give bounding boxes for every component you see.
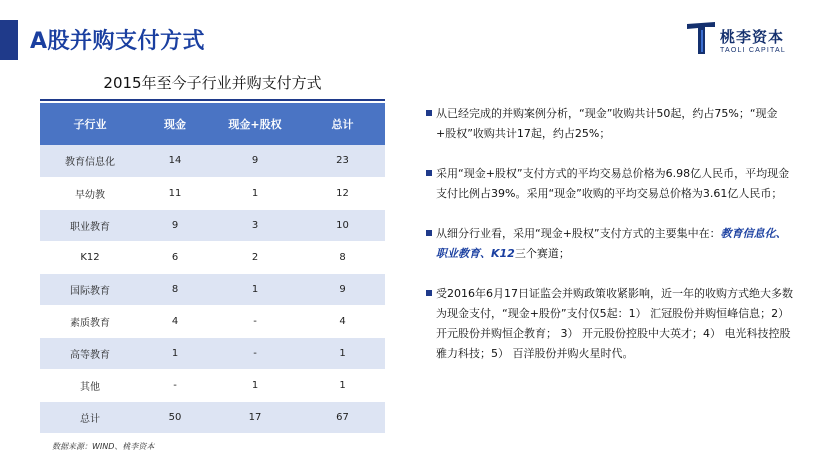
bullet-square-icon (426, 290, 432, 296)
column-header-cash-equity: 现金+股权 (210, 103, 300, 145)
table-cell: 1 (210, 177, 300, 209)
payment-method-table (40, 103, 385, 434)
column-header-cash: 现金 (140, 103, 210, 145)
column-header-total: 总计 (300, 103, 385, 145)
slide-title: A股并购支付方式 (30, 29, 206, 54)
table-cell: - (210, 337, 300, 369)
table-cell: 早幼教 (40, 177, 140, 209)
table-cell: 8 (140, 273, 210, 305)
table-cell: 1 (300, 369, 385, 401)
table-cell: 1 (210, 369, 300, 401)
table-cell: 11 (140, 177, 210, 209)
table-cell: 50 (140, 401, 210, 433)
table-cell: 2 (210, 241, 300, 273)
table-row (40, 337, 385, 369)
bullet-text: 受2016年6月17日证监会并购政策收紧影响，近一年的收购方式绝大多数为现金支付，“现金+股份”支付仅5起：1） 汇冠股份并购恒峰信息；2） 开元股份并购恒企教育； 3） 开元股份控股中大英才；4） 电光科技控股雅力科技；5） 百洋股份并购火星时代。 (436, 287, 793, 360)
bullet-square-icon (426, 230, 432, 236)
bullet-item (426, 284, 796, 364)
bullet-item (426, 224, 796, 264)
table-cell: 4 (140, 305, 210, 337)
company-logo (686, 16, 806, 64)
bullet-item (426, 164, 796, 204)
table-cell: 23 (300, 145, 385, 177)
data-source-note: 数据来源：WIND、桃李资本 (52, 442, 155, 451)
table-cell: 国际教育 (40, 273, 140, 305)
table-cell: 1 (210, 273, 300, 305)
table-cell: - (210, 305, 300, 337)
table-row (40, 305, 385, 337)
table-cell: 总计 (40, 401, 140, 433)
table-row (40, 177, 385, 209)
table-cell: - (140, 369, 210, 401)
table-cell: 17 (210, 401, 300, 433)
bullet-square-icon (426, 170, 432, 176)
logo-name-en: TAOLI CAPITAL (720, 47, 786, 54)
analysis-bullets (426, 104, 796, 384)
table-cell: 12 (300, 177, 385, 209)
table-cell: 素质教育 (40, 305, 140, 337)
table-header-row (40, 103, 385, 145)
table-cell: 职业教育 (40, 209, 140, 241)
table-row (40, 241, 385, 273)
title-accent-bar (0, 20, 18, 60)
logo-name-cn: 桃李资本 (720, 28, 785, 46)
taoli-t-logo-icon (686, 20, 716, 56)
table-row (40, 273, 385, 305)
table-row (40, 145, 385, 177)
table-cell: 其他 (40, 369, 140, 401)
table-title-rule (40, 99, 385, 101)
bullet-text: 从细分行业看，采用“现金+股权”支付方式的主要集中在： (436, 227, 721, 240)
bullet-square-icon (426, 110, 432, 116)
table-cell: 4 (300, 305, 385, 337)
table-cell: 教育信息化 (40, 145, 140, 177)
table-cell: 9 (140, 209, 210, 241)
table-row (40, 209, 385, 241)
table-cell: 10 (300, 209, 385, 241)
highlighted-sectors: 教育信息化、职业教育、K12 (436, 227, 787, 260)
table-cell: 9 (210, 145, 300, 177)
table-title: 2015年至今子行业并购支付方式 (103, 74, 322, 92)
table-cell: 9 (300, 273, 385, 305)
table-cell: 1 (300, 337, 385, 369)
table-cell: 3 (210, 209, 300, 241)
table-cell: 67 (300, 401, 385, 433)
bullet-text: 采用“现金+股权”支付方式的平均交易总价格为6.98亿人民币，平均现金支付比例占39%。采用“现金”收购的平均交易总价格为3.61亿人民币； (436, 167, 790, 200)
table-cell: 高等教育 (40, 337, 140, 369)
table-row (40, 369, 385, 401)
column-header-subindustry: 子行业 (40, 103, 140, 145)
bullet-item (426, 104, 796, 144)
table-cell: 1 (140, 337, 210, 369)
table-cell: 8 (300, 241, 385, 273)
bullet-text: 从已经完成的并购案例分析，“现金”收购共计50起，约占75%；“现金+股权”收购共计17起，约占25%； (436, 107, 778, 140)
bullet-text: 三个赛道； (514, 247, 570, 260)
table-cell: 6 (140, 241, 210, 273)
table-row-total (40, 401, 385, 433)
table-cell: 14 (140, 145, 210, 177)
table-cell: K12 (40, 241, 140, 273)
